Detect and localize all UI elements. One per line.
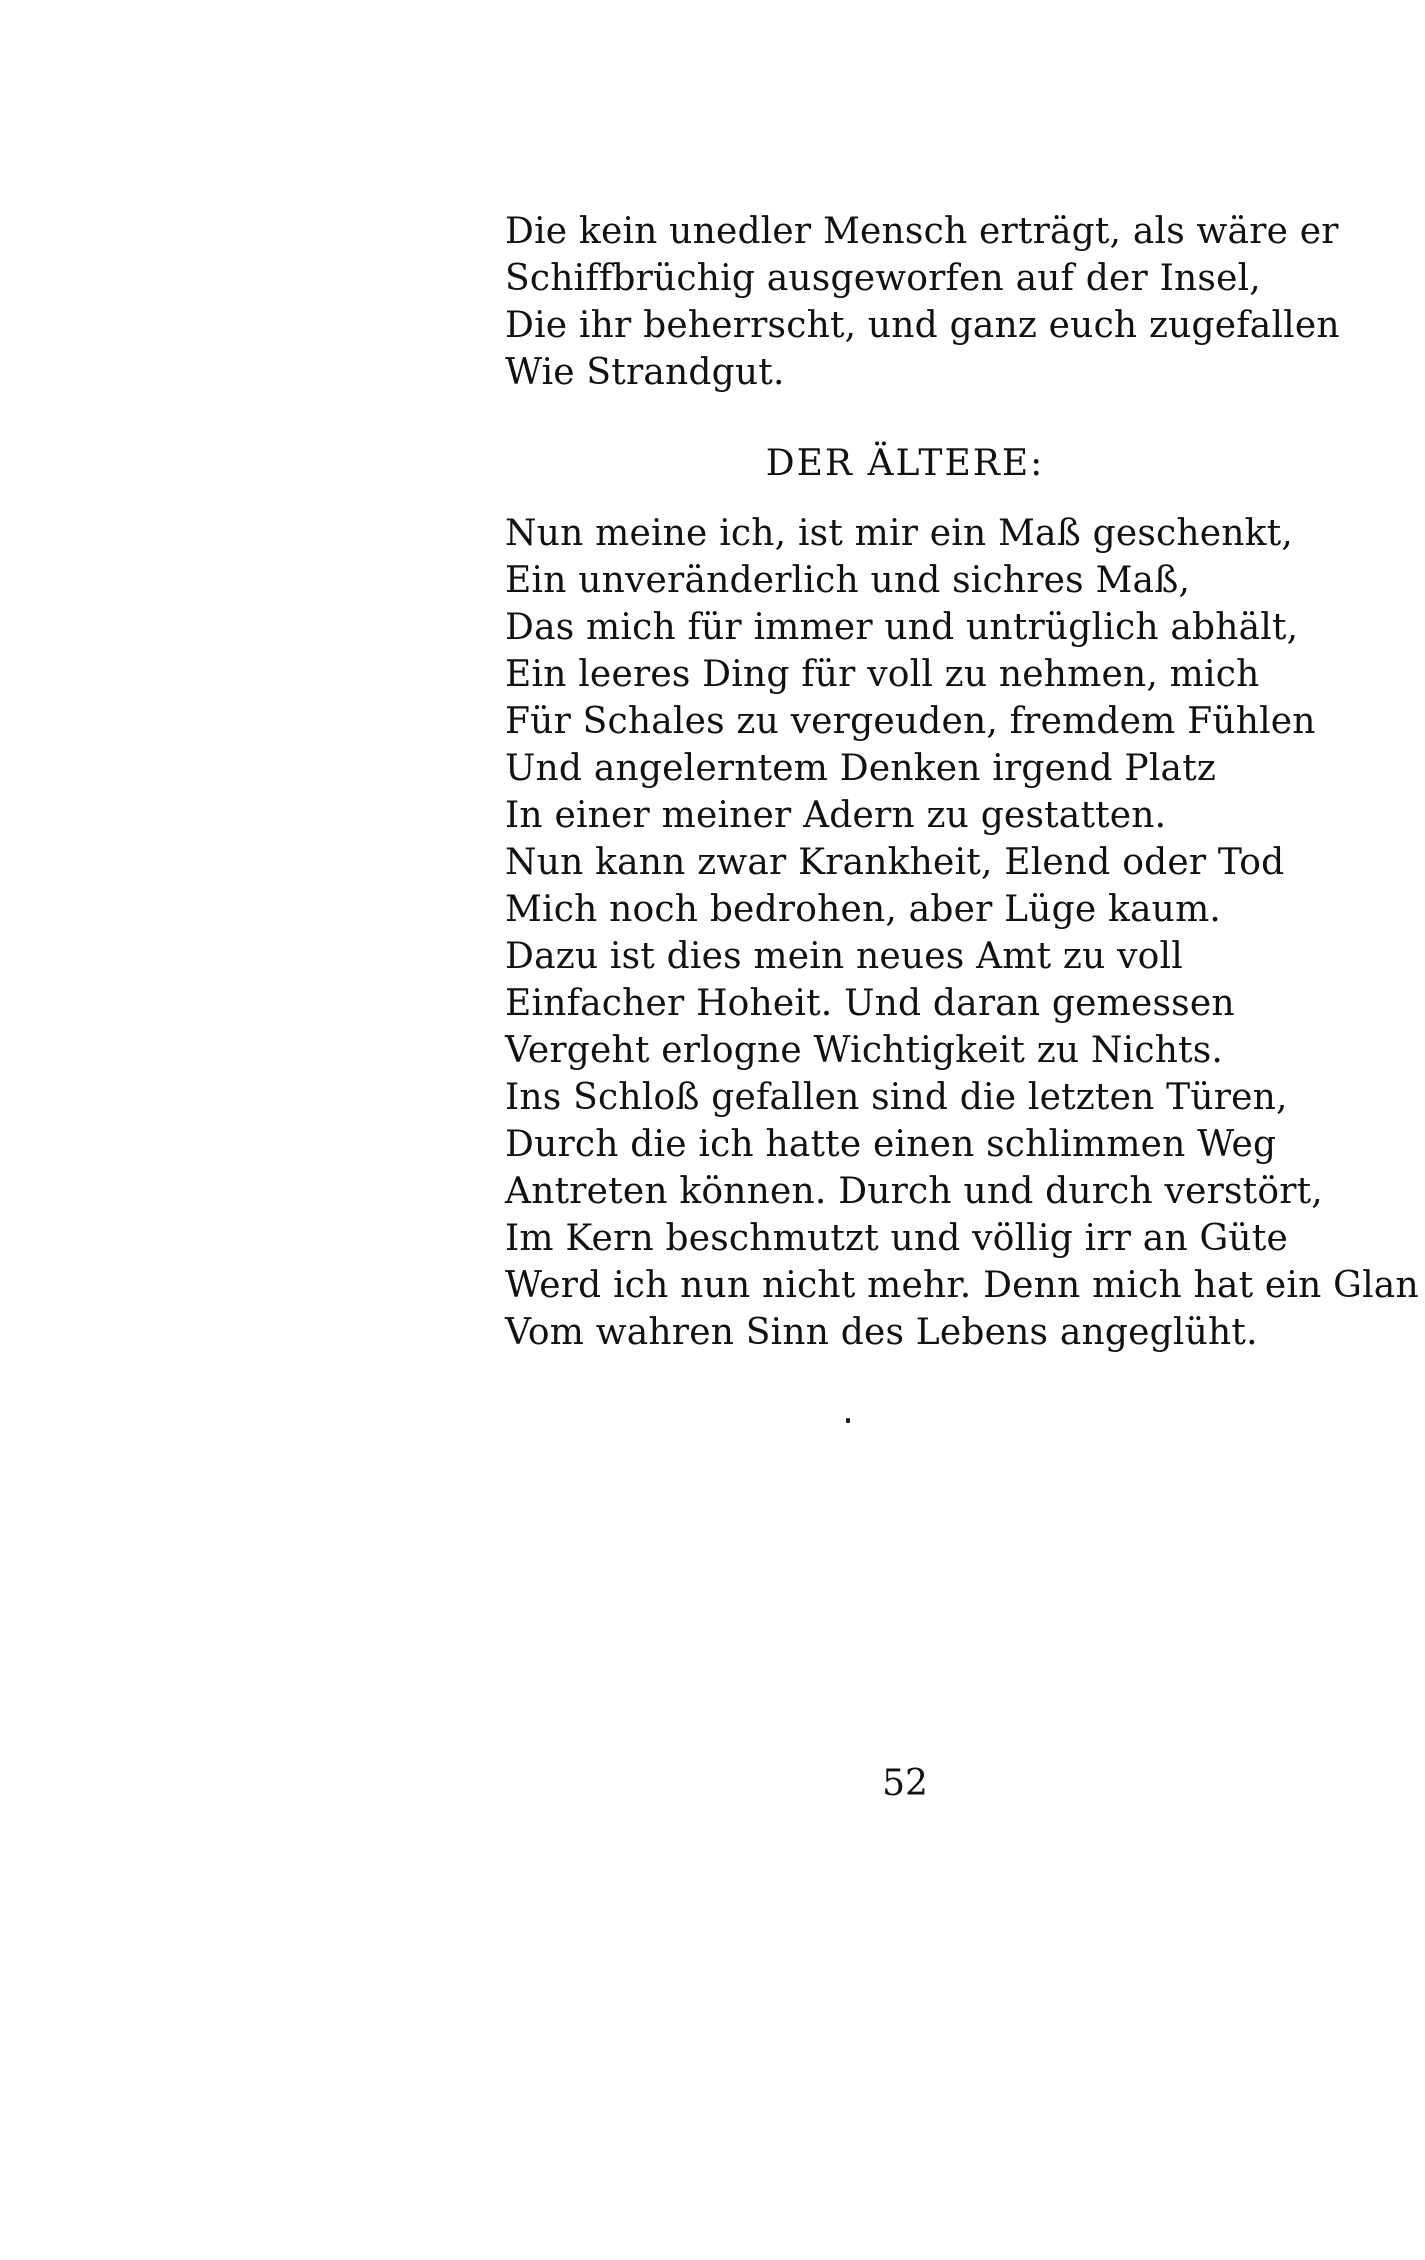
poem-line: Schiffbrüchig ausgeworfen auf der Insel,: [505, 258, 1261, 299]
poem-line: Die kein unedler Mensch erträgt, als wäre er: [505, 211, 1339, 252]
page-number: 52: [882, 1763, 928, 1804]
poem-line: Vom wahren Sinn des Lebens angeglüht.: [505, 1312, 1258, 1353]
speech-stanza: [505, 510, 1419, 1356]
opening-stanza: [505, 208, 1340, 396]
poem-line: Im Kern beschmutzt und völlig irr an Güte: [505, 1218, 1288, 1259]
poem-line: Einfacher Hoheit. Und daran gemessen: [505, 983, 1235, 1024]
poem-line: Ein leeres Ding für voll zu nehmen, mich: [505, 654, 1260, 695]
poem-line: Nun kann zwar Krankheit, Elend oder Tod: [505, 842, 1285, 883]
poem-line: Für Schales zu vergeuden, fremdem Fühlen: [505, 701, 1316, 742]
poem-line: Ins Schloß gefallen sind die letzten Türen,: [505, 1077, 1288, 1118]
poem-line: Das mich für immer und untrüglich abhält,: [505, 607, 1299, 648]
poem-line: Ein unveränderlich und sichres Maß,: [505, 560, 1191, 601]
poem-line: Nun meine ich, ist mir ein Maß geschenkt,: [505, 513, 1294, 554]
speaker-heading: DER ÄLTERE:: [765, 443, 1045, 484]
poem-line: In einer meiner Adern zu gestatten.: [505, 795, 1167, 836]
poem-line: Und angelerntem Denken irgend Platz: [505, 748, 1217, 789]
ink-dot: [846, 1418, 850, 1423]
poem-line: Wie Strandgut.: [505, 352, 785, 393]
poem-line: Die ihr beherrscht, und ganz euch zugefallen: [505, 305, 1340, 346]
poem-line: Antreten können. Durch und durch verstört,: [505, 1171, 1323, 1212]
poem-line: Durch die ich hatte einen schlimmen Weg: [505, 1124, 1277, 1165]
poem-line: Werd ich nun nicht mehr. Denn mich hat ein Glan: [505, 1265, 1419, 1306]
poem-line: Vergeht erlogne Wichtigkeit zu Nichts.: [505, 1030, 1224, 1071]
poem-line: Dazu ist dies mein neues Amt zu voll: [505, 936, 1183, 977]
poem-line: Mich noch bedrohen, aber Lüge kaum.: [505, 889, 1222, 930]
